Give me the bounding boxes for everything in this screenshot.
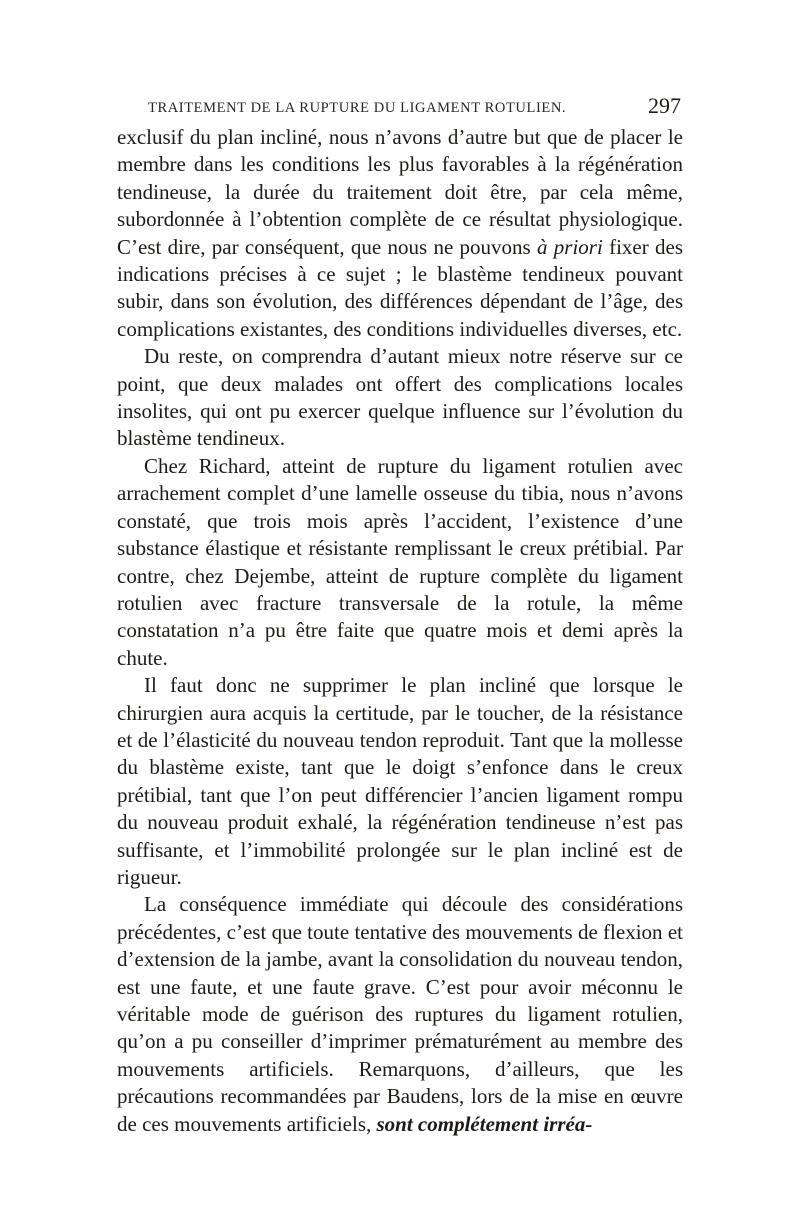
page-number: 297 — [648, 93, 681, 118]
paragraph-3-text: Chez Richard, atteint de rupture du ligament rotulien avec arrachement complet d’une lamelle osseuse du tibia, nous n’avons constaté, que trois mois après l’accident, l’existence d’une substance élastique et résistante remplissant le creux prétibial. Par contre, chez Dejembe, atteint de rupture complète du ligament rotulien avec fracture transversale de la rotule, la même constatation n’a pu être faite que quatre mois et demi après la chute. — [117, 453, 683, 670]
paragraph-4-text: Il faut donc ne supprimer le plan incliné que lorsque le chirurgien aura acquis la certitude, par le toucher, de la résistance et de l’élasticité du nouveau tendon reproduit. Tant que la mollesse du blastème existe, tant que le doigt s’enfonce dans le creux prétibial, tant que l’on peut différencier l’ancien ligament rompu du nouveau produit exhalé, la régénération tendineuse n’est pas suffisante, et l’immobilité prolongée sur le plan incliné est de rigueur. — [117, 673, 683, 889]
paragraph-4 — [117, 672, 683, 891]
paragraph-1-text-start: exclusif du plan incliné, nous n’avons d’autre but que de placer le membre dans les conditions les plus favorables à la régénération tendineuse, la durée du traitement doit être, par cela même, subordonnée à l’obtention complète de ce résultat physiologique. C’est dire, par conséquent, que nous ne pouvons — [117, 125, 683, 259]
italic-sont-completement: sont complétement irréa- — [376, 1111, 593, 1136]
paragraph-2-text: Du reste, on comprendra d’autant mieux notre réserve sur ce point, que deux malades ont offert des complications locales insolites, qui ont pu exercer quelque influence sur l’évolution du blastème tendineux. — [117, 344, 683, 451]
running-title: TRAITEMENT DE LA RUPTURE DU LIGAMENT ROTULIEN. — [148, 100, 567, 116]
paragraph-1 — [117, 124, 683, 343]
paragraph-5 — [117, 891, 683, 1138]
italic-a-priori: à priori — [537, 234, 603, 259]
paragraph-5-text: La conséquence immédiate qui découle des considérations précédentes, c’est que toute tentative des mouvements de flexion et d’extension de la jambe, avant la consolidation du nouveau tendon, est une faute, et une faute grave. C’est pour avoir méconnu le véritable mode de guérison des ruptures du ligament rotulien, qu’on a pu conseiller d’imprimer prématurément au membre des mouvements artificiels. Remarquons, d’ailleurs, que les précautions recommandées par Baudens, lors de la mise en œuvre de ces mouvements artificiels, — [117, 892, 683, 1136]
paragraph-3 — [117, 453, 683, 672]
paragraph-2 — [117, 343, 683, 453]
body-text — [117, 124, 683, 1138]
running-head — [117, 93, 683, 123]
paragraph-1-text-end: fixer des indications précises à ce sujet ; le blastème tendineux pouvant subir, dans son évolution, des différences dépendant de l’âge, des complications existantes, des conditions individuelles diverses, etc. — [117, 234, 683, 341]
